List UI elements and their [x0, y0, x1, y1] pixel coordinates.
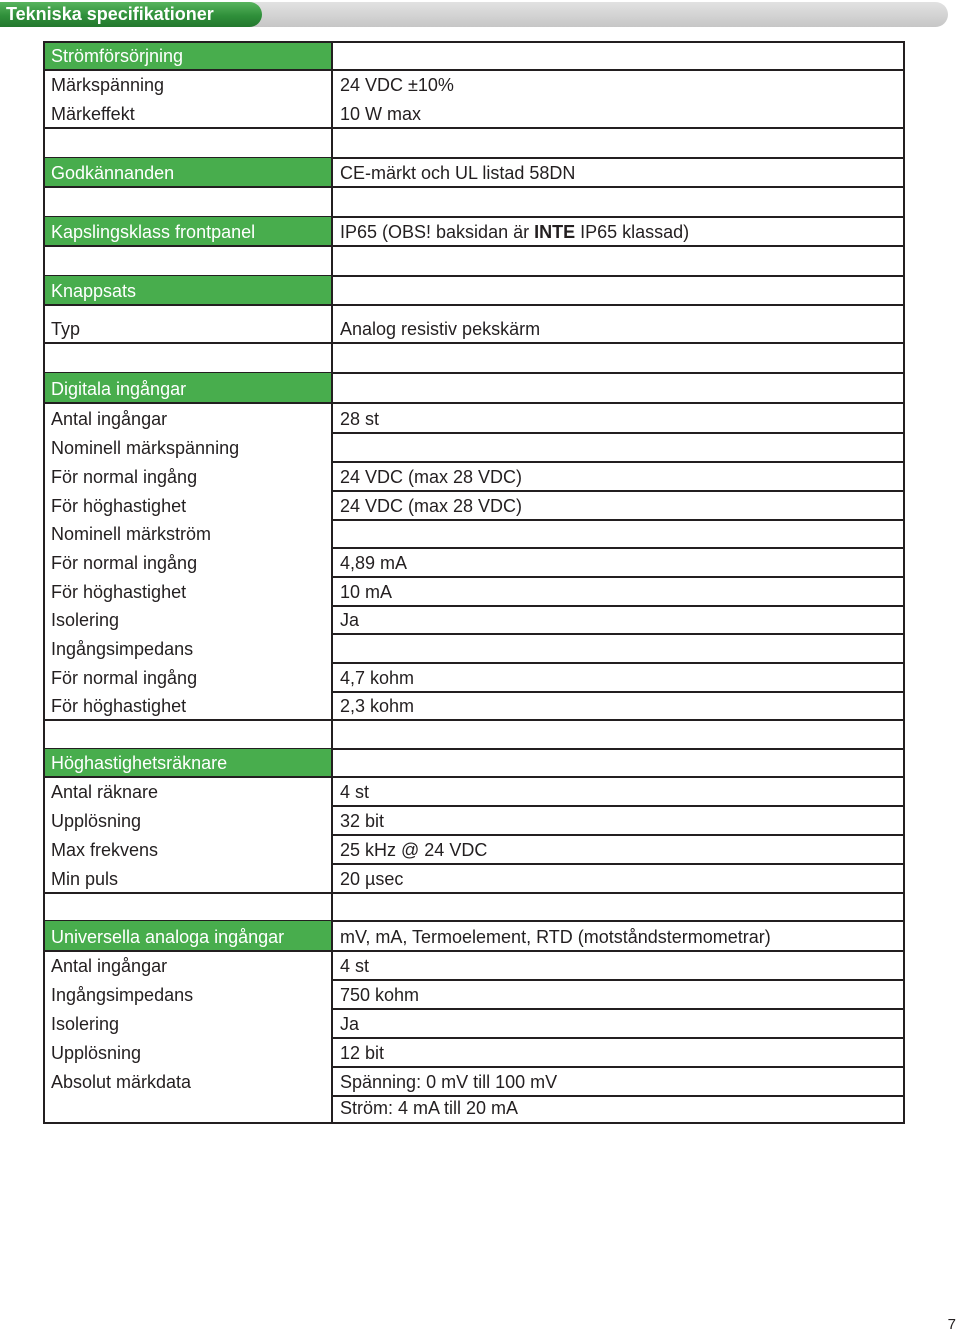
- spec-value: 750 kohm: [331, 980, 903, 1009]
- spec-label: För höghastighet: [51, 496, 187, 516]
- spec-row-ingangsimpedans: [45, 634, 903, 663]
- spec-label: Märkeffekt: [51, 104, 135, 124]
- spec-label: [45, 128, 331, 158]
- spec-value: [331, 634, 903, 663]
- spec-row-blank: [45, 893, 903, 921]
- spec-section-heading: Knappsats: [45, 276, 331, 305]
- spec-value: Ström: 4 mA till 20 mA: [331, 1096, 903, 1122]
- spec-label: [45, 343, 331, 373]
- spec-value: 24 VDC (max 28 VDC): [331, 462, 903, 491]
- spec-label: För normal ingång: [51, 467, 198, 487]
- spec-value: [331, 520, 903, 548]
- spec-row-antal-ingangar: [45, 951, 903, 980]
- spec-label: För normal ingång: [51, 668, 198, 688]
- spec-row-knappsats: [45, 276, 903, 305]
- spec-row-upplosning: [45, 1038, 903, 1067]
- spec-row-digitala-ingangar: [45, 373, 903, 403]
- spec-row-nominell-markspanning: [45, 433, 903, 462]
- spec-label: Upplösning: [51, 1043, 142, 1063]
- spec-section-heading: Kapslingsklass frontpanel: [45, 217, 331, 246]
- spec-value: 20 µsec: [331, 864, 903, 893]
- spec-value: [331, 343, 903, 373]
- spec-value: [331, 720, 903, 749]
- spec-label: För höghastighet: [51, 696, 187, 716]
- spec-value: 28 st: [331, 403, 903, 433]
- spec-value: 12 bit: [331, 1038, 903, 1067]
- spec-value: 32 bit: [331, 806, 903, 835]
- page-number: 7: [947, 1316, 956, 1333]
- spec-section-heading: Godkännanden: [45, 158, 331, 187]
- spec-value: 25 kHz @ 24 VDC: [331, 835, 903, 864]
- spec-row-for-normal-ingang: [45, 663, 903, 692]
- spec-row-markeffekt: [45, 99, 903, 128]
- spec-section-heading: Strömförsörjning: [45, 43, 331, 70]
- spec-row-antal-raknare: [45, 777, 903, 806]
- spec-value: 4 st: [331, 777, 903, 806]
- spec-value: [331, 373, 903, 403]
- spec-row-for-hoghastighet: [45, 692, 903, 720]
- spec-value: Analog resistiv pekskärm: [331, 305, 903, 343]
- spec-label: Märkspänning: [51, 75, 165, 95]
- spec-label: [45, 1096, 331, 1122]
- spec-value: 24 VDC ±10%: [331, 70, 903, 99]
- spec-value: Spänning: 0 mV till 100 mV: [331, 1067, 903, 1096]
- spec-row-strom-4-ma-till-20-ma: [45, 1096, 903, 1122]
- spec-row-stromforsorjning: [45, 43, 903, 70]
- spec-value: [331, 43, 903, 70]
- spec-row-ingangsimpedans: [45, 980, 903, 1009]
- spec-label: För normal ingång: [51, 553, 198, 573]
- section-header-bar: [0, 2, 948, 27]
- spec-row-for-normal-ingang: [45, 548, 903, 577]
- spec-value: 10 mA: [331, 577, 903, 606]
- spec-label: [45, 893, 331, 921]
- spec-label: Upplösning: [51, 811, 142, 831]
- spec-section-heading: Digitala ingångar: [45, 373, 331, 403]
- spec-label: Nominell märkspänning: [51, 438, 240, 458]
- spec-section-heading: Universella analoga ingångar: [45, 921, 331, 951]
- spec-section-heading: Höghastighetsräknare: [45, 749, 331, 777]
- spec-value: 4 st: [331, 951, 903, 980]
- spec-label: Isolering: [51, 1014, 120, 1034]
- spec-label: Min puls: [51, 869, 119, 889]
- spec-row-markspanning: [45, 70, 903, 99]
- spec-row-nominell-markstrom: [45, 520, 903, 548]
- spec-value: 2,3 kohm: [331, 692, 903, 720]
- emphasis-text: INTE: [534, 222, 576, 242]
- spec-row-min-puls: [45, 864, 903, 893]
- spec-label: Antal ingångar: [51, 409, 168, 429]
- spec-row-typ: [45, 305, 903, 343]
- spec-value: [331, 187, 903, 217]
- spec-row-blank: [45, 720, 903, 749]
- spec-row-godkannanden: [45, 158, 903, 187]
- header-gray-band: [230, 2, 948, 27]
- spec-value: [331, 128, 903, 158]
- spec-value: CE-märkt och UL listad 58DN: [331, 158, 903, 187]
- spec-value: 4,89 mA: [331, 548, 903, 577]
- spec-row-antal-ingangar: [45, 403, 903, 433]
- spec-row-for-hoghastighet: [45, 577, 903, 606]
- spec-label: Isolering: [51, 610, 120, 630]
- spec-label: Typ: [51, 319, 81, 339]
- spec-value: [331, 276, 903, 305]
- spec-row-kapslingsklass-frontpanel: [45, 217, 903, 246]
- spec-value: [331, 433, 903, 462]
- spec-row-isolering: [45, 1009, 903, 1038]
- spec-value: Ja: [331, 1009, 903, 1038]
- spec-label: För höghastighet: [51, 582, 187, 602]
- spec-row-absolut-markdata: [45, 1067, 903, 1096]
- spec-row-isolering: [45, 606, 903, 634]
- spec-value: [331, 749, 903, 777]
- spec-row-blank: [45, 343, 903, 373]
- spec-row-universella-analoga-ingangar: [45, 921, 903, 951]
- spec-row-blank: [45, 246, 903, 276]
- spec-table: [43, 41, 905, 1124]
- spec-row-max-frekvens: [45, 835, 903, 864]
- spec-value: [331, 893, 903, 921]
- spec-label: Nominell märkström: [51, 524, 212, 544]
- spec-label: Antal ingångar: [51, 956, 168, 976]
- spec-value: [331, 246, 903, 276]
- spec-label: Absolut märkdata: [51, 1072, 192, 1092]
- spec-label: Antal räknare: [51, 782, 159, 802]
- spec-label: Ingångsimpedans: [51, 985, 194, 1005]
- spec-label: [45, 720, 331, 749]
- section-title: Tekniska specifikationer: [0, 2, 262, 27]
- spec-value: IP65 (OBS! baksidan är INTE IP65 klassad): [331, 217, 903, 246]
- spec-label: [45, 187, 331, 217]
- spec-value: 24 VDC (max 28 VDC): [331, 491, 903, 520]
- spec-row-upplosning: [45, 806, 903, 835]
- spec-value: 10 W max: [331, 99, 903, 128]
- spec-value: 4,7 kohm: [331, 663, 903, 692]
- spec-label: Max frekvens: [51, 840, 159, 860]
- spec-value: mV, mA, Termoelement, RTD (motståndstermometrar): [331, 921, 903, 951]
- spec-row-hoghastighetsraknare: [45, 749, 903, 777]
- spec-label: Ingångsimpedans: [51, 639, 194, 659]
- spec-row-for-hoghastighet: [45, 491, 903, 520]
- spec-label: [45, 246, 331, 276]
- spec-row-blank: [45, 187, 903, 217]
- spec-row-blank: [45, 128, 903, 158]
- spec-row-for-normal-ingang: [45, 462, 903, 491]
- spec-value: Ja: [331, 606, 903, 634]
